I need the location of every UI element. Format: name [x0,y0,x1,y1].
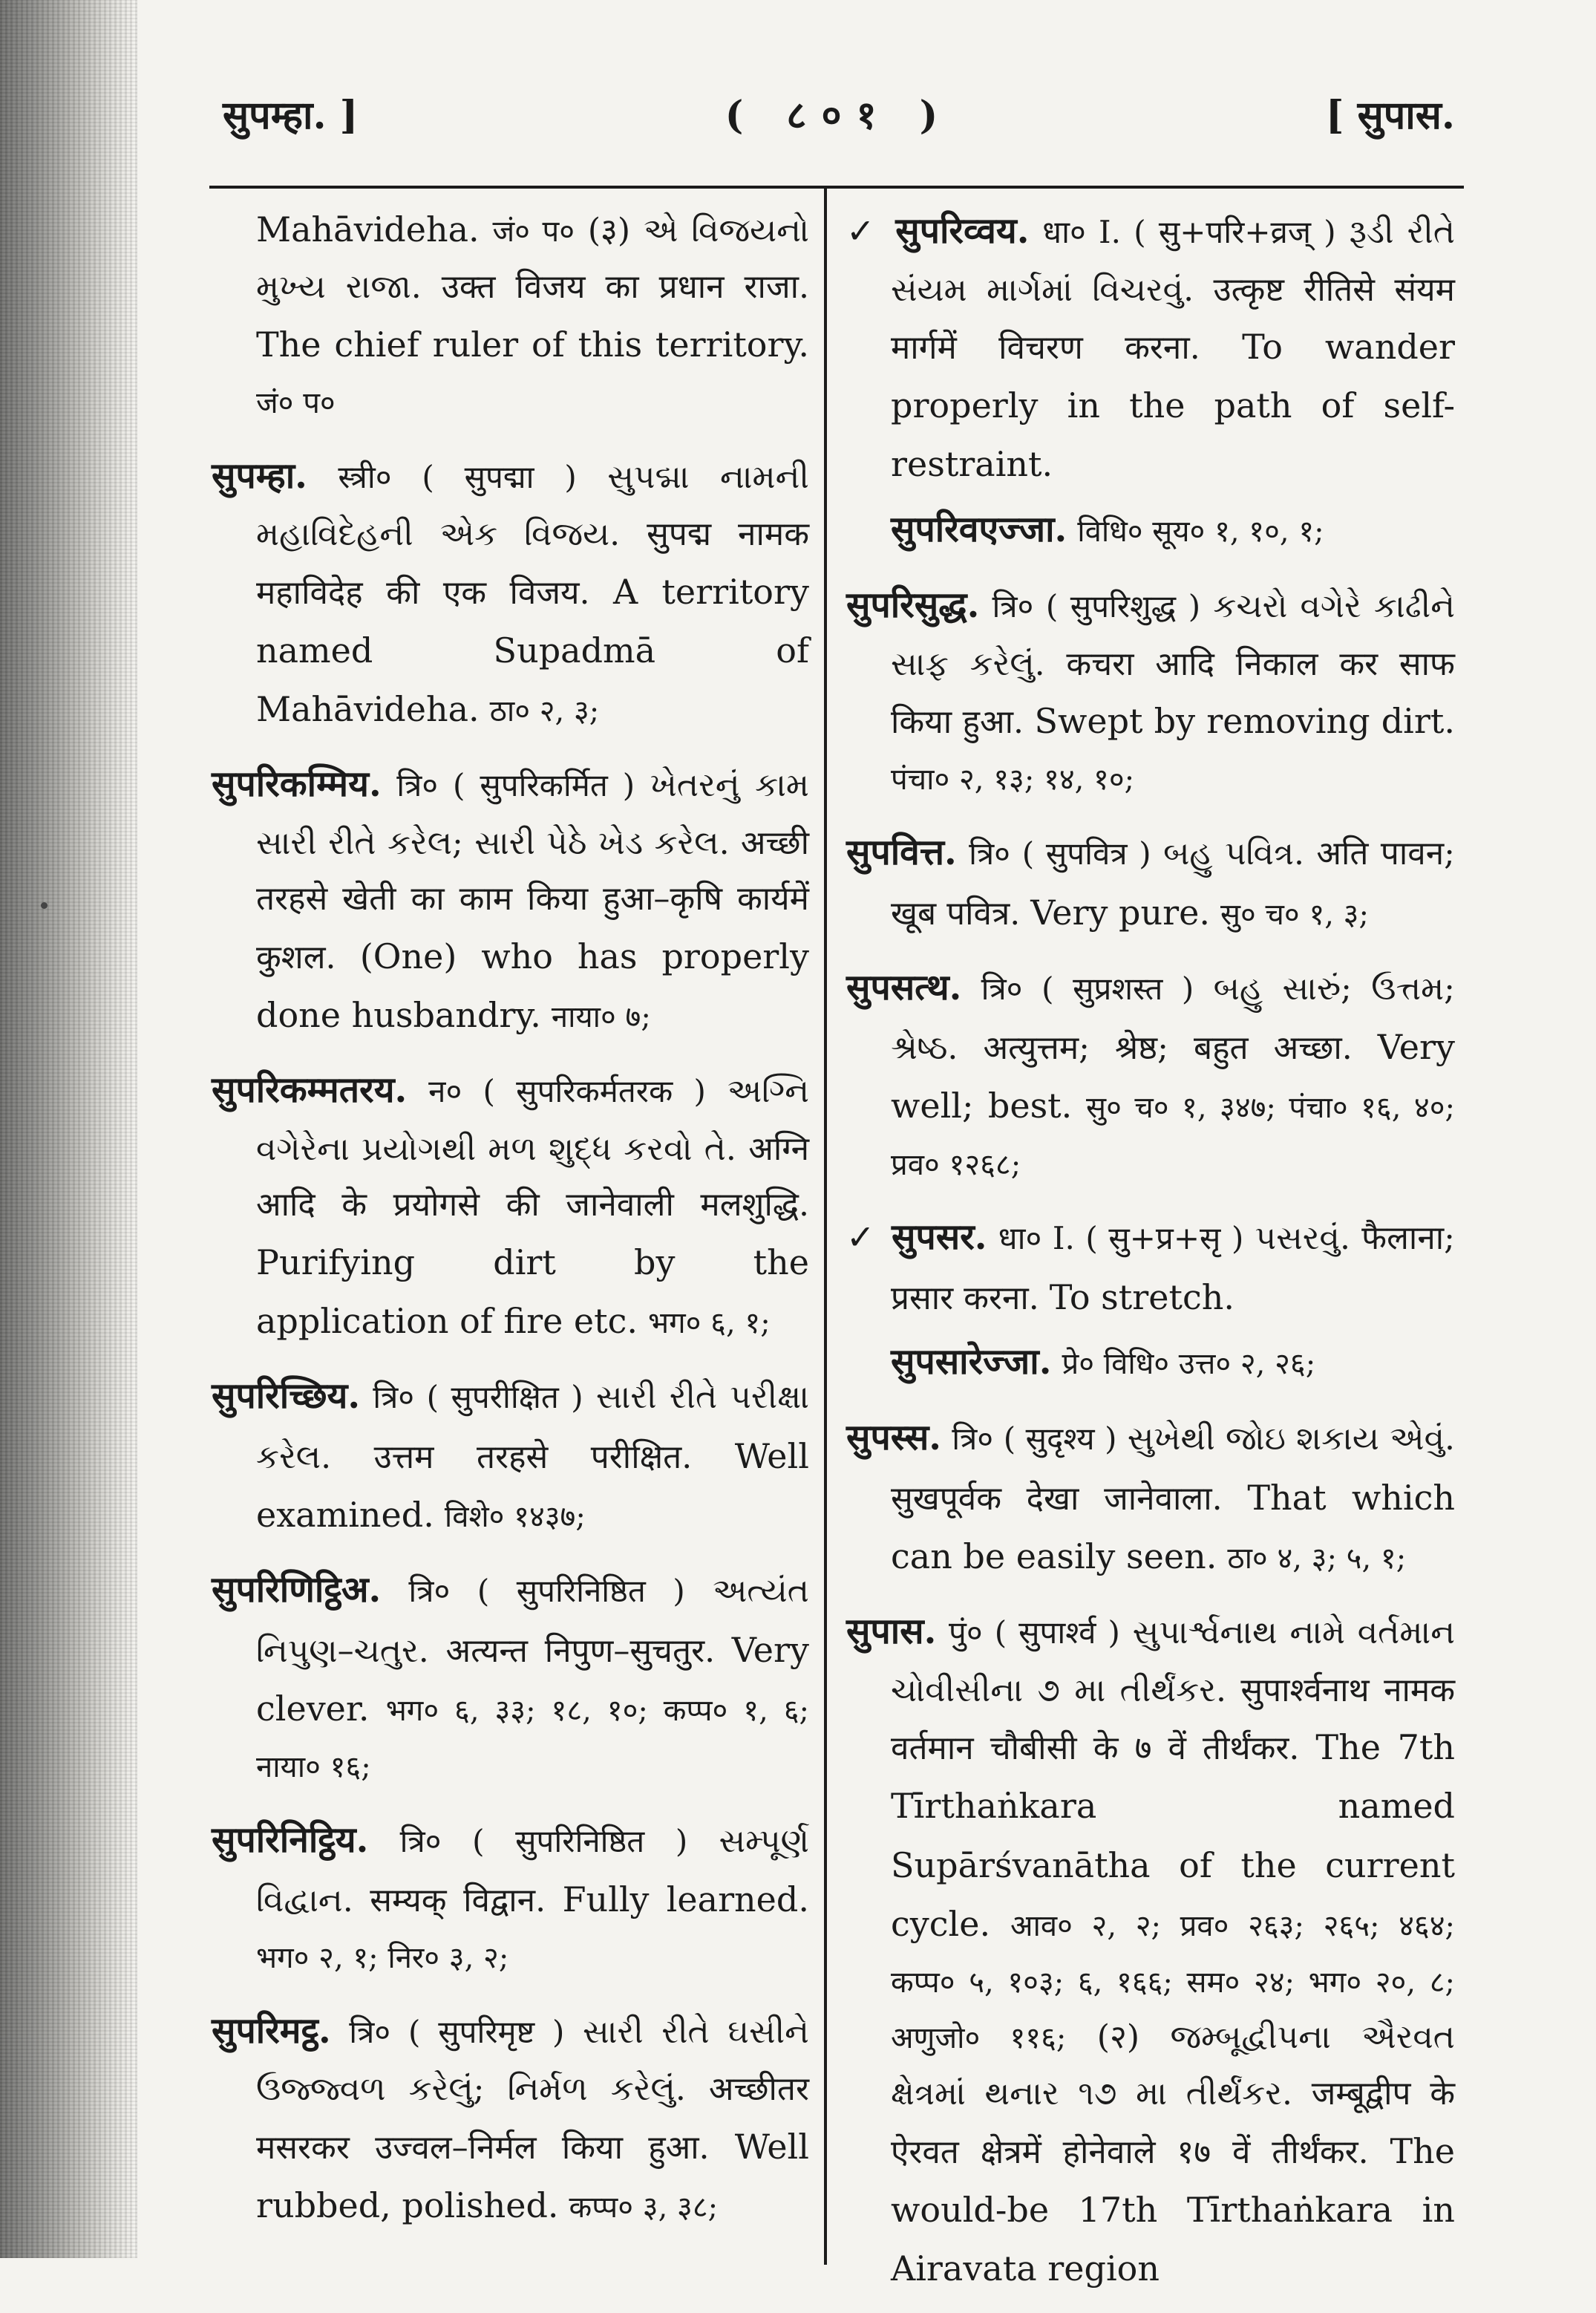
dictionary-entry [212,1060,809,1351]
dictionary-entry [846,575,1455,807]
gujarati-definition: ખેતરનું કામ સારી રીતે કરેલ; સારી પેઠે ખેડ કરેલ. [256,766,809,862]
ink-speck [41,902,48,909]
hindi-definition: अत्यन्त निपुण–सुचतुर. [445,1631,716,1670]
references: पंचा० २, १३; १४, १०; [891,763,1135,797]
grammar-sanskrit: त्रि० ( सुपरिनिष्ठित ) [408,1573,685,1610]
english-text: Mahāvideha. [256,209,480,249]
dictionary-entry [846,822,1455,942]
dictionary-entry [846,1601,1455,2298]
english-definition: Very pure. [1030,892,1210,933]
references: प्रे० विधि० उत्त० २, २६; [1062,1346,1316,1381]
hindi-definition: कचरा आदि निकाल कर साफ किया हुआ. [891,645,1455,742]
dictionary-entry [846,200,1455,495]
gujarati-definition: સુપાર્શ્વનાથ નામે વર્તમાન ચોવીસીના ૭ મા તીર્થંકર. [891,1614,1455,1709]
references: सु० च० १, ३४७; पंचा० १६, ४०; प्रव० १२६८; [891,1091,1455,1182]
headword: सुपस्स. [846,1417,942,1459]
sub-entry [846,499,1455,561]
english-definition: Well examined. [256,1435,809,1535]
headword: सुपरिमट्ठ. [212,2009,331,2052]
references: ठा० २, ३; [489,694,600,728]
hindi-definition: सुपार्श्वनाथ नामक वर्तमान चौबीसी के ७ वें तीर्थंकर. [891,1671,1455,1768]
references: आव० २, २; प्रव० २६३; २६५; ४६४; कप्प० ५, १०३; ६, १६६; सम० २४; भग० २०, ८; अणुजो० ११६; [891,1908,1455,2056]
headword: सुपरिनिट्ठिय. [212,1818,369,1861]
english-definition: To stretch. [1049,1276,1234,1317]
headword: सुपरिसुद्ध. [846,584,980,627]
gujarati-definition: સમ્પૂર્ણ વિદ્વાન. [256,1821,809,1920]
hindi-definition: जम्बूद्वीप के ऐरवत क्षेत्रमें होनेवाले १७ वें तीर्थंकर. [891,2075,1455,2171]
dictionary-entry [212,1559,809,1794]
hindi-definition: फैलाना; प्रसार करना. [891,1219,1455,1317]
left-column [212,200,809,2250]
english-definition: The chief ruler of this territory. [256,324,809,365]
grammar-sanskrit: स्त्री० ( सुपद्मा ) [338,458,577,495]
references: नाया० ७; [551,1000,651,1035]
references: सु० च० १, ३; [1220,897,1369,932]
grammar-sanskrit: धा० I. ( सु+परि+व्रज् ) [1042,214,1336,250]
hindi-definition: अति पावन; खूब पवित्र. [891,835,1455,933]
headword: सुपास. [846,1611,937,1653]
english-definition: That which can be easily seen. [891,1477,1455,1577]
english-definition: Swept by removing dirt. [1034,701,1455,742]
english-definition: Very well; best. [891,1027,1455,1126]
english-definition: Very clever. [256,1629,809,1729]
headword: सुपसत्थ. [846,966,962,1008]
header-rule [209,186,1464,189]
gujarati-definition: સારી રીતે ઘસીને ઉજ્જ્વળ કરેલું; નિર્મળ કરેલું. [256,2012,809,2109]
english-definition: To wander properly in the path of self-restraint. [891,327,1455,485]
dictionary-entry [846,1407,1455,1586]
references: भग० ६, ३३; १८, १०; कप्प० १, ६; नाया० १६; [256,1693,809,1784]
sub-entry [846,1331,1455,1393]
english-definition: Purifying dirt by the application of fire etc. [256,1242,809,1342]
hindi-definition: उत्तम तरहसे परीक्षित. [373,1438,693,1476]
headword: सुपरिणिट्ठिअ. [212,1569,382,1611]
hindi-definition: अग्नि आदि के प्रयोगसे की जानेवाली मलशुद्धि. [256,1129,809,1224]
gujarati-definition: (३) એ વિજયનો મુખ્ય રાજા. [256,212,809,307]
grammar-sanskrit: त्रि० ( सुदृश्य ) [952,1420,1117,1458]
headword: सुपरिकम्मिय. [212,763,382,806]
references: जं० प० [492,215,575,249]
references: कप्प० ३, ३८; [569,2190,719,2225]
dictionary-entry [212,446,809,740]
headword: सुपरिकम्मतरय. [212,1069,408,1112]
gujarati-definition: (२) જમ્બૂદ્વીપના ઐરવત ક્ષેત્રમાં થનાર ૧૭ મા તીર્થંકર. [891,2018,1455,2113]
gujarati-definition: બહુ પવિત્ર. [1163,835,1305,873]
page-number: ( ८०१ ) [725,93,953,138]
gujarati-definition: અત્યંત નિપુણ–ચતુર. [256,1572,809,1670]
references: जं० प० [256,385,336,420]
dictionary-entry [212,1810,809,1986]
gujarati-definition: સુપદ્મા નામની મહાવિદેહની એક વિજય. [256,457,809,554]
references: भग० २, १; निर० ३, २; [256,1941,509,1976]
hindi-definition: अत्युत्तम; श्रेष्ठ; बहुत अच्छा. [983,1029,1353,1068]
dictionary-entry [212,1366,809,1544]
english-definition: The 7th Tīrthaṅkara named Supārśvanātha of the current cycle. [891,1727,1455,1944]
grammar-sanskrit: धा० I. ( सु+प्र+सृ ) [998,1220,1244,1257]
headword: सुपरिवएज्जा. [891,508,1067,550]
headword: सुपसर. [892,1216,987,1259]
right-column [846,200,1455,2313]
gujarati-definition: બહુ સારું; ઉત્તમ; શ્રેષ્ઠ. [891,969,1455,1068]
references: विधि० सूय० १, १०, १; [1077,514,1324,549]
hindi-definition: अच्छीतर मसरकर उज्वल–निर्मल किया हुआ. [256,2070,809,2167]
column-divider [824,186,827,2265]
gujarati-definition: પસરવું. [1255,1219,1350,1258]
english-definition: (One) who has properly done husbandry. [256,936,809,1036]
grammar-sanskrit: त्रि० ( सुपरीक्षित ) [373,1379,583,1416]
english-definition: Fully learned. [562,1879,809,1920]
tick-mark: ✓ [846,211,878,251]
english-definition: The would-be 17th Tīrthaṅkara in Airavata region [891,2130,1455,2289]
header-first-word: सुपम्हा. ] [223,93,359,138]
english-definition: A territory named Supadmā of Mahāvideha. [256,571,809,729]
hindi-definition: सम्यक् विद्वान. [370,1882,546,1920]
hindi-definition: सुखपूर्वक देखा जानेवाला. [891,1479,1223,1518]
dictionary-entry [212,754,809,1045]
header-last-word: [ सुपास. [1325,93,1455,138]
grammar-sanskrit: त्रि० ( सुपरिमृष्ट ) [349,2013,565,2050]
dictionary-entry [846,1207,1455,1327]
headword: सुपरिच्छिय. [212,1375,361,1418]
references: भग० ६, १; [648,1306,771,1341]
grammar-sanskrit: त्रि० ( सुपरिनिष्ठित ) [399,1822,688,1859]
grammar-sanskrit: त्रि० ( सुप्रशस्त ) [981,970,1194,1007]
grammar-sanskrit: त्रि० ( सुपवित्र ) [969,835,1151,872]
dictionary-entry [212,2000,809,2235]
english-definition: Well rubbed, polished. [256,2127,809,2226]
page-edge-shadow [0,0,137,2258]
gujarati-definition: સુખેથી જોઇ શકાય એવું. [1127,1420,1455,1458]
grammar-sanskrit: त्रि० ( सुपरिशुद्ध ) [992,588,1201,625]
headword: सुपसारेज्जा. [891,1340,1052,1383]
references: ठा० ४, ३; ५, १; [1227,1542,1407,1576]
grammar-sanskrit: त्रि० ( सुपरिकर्मित ) [396,767,635,804]
gujarati-definition: સારી રીતે પરીક્ષા કરેલ. [256,1378,809,1476]
grammar-sanskrit: पुं० ( सुपार्श्व ) [949,1614,1120,1651]
headword: सुपरिव्वय. [895,210,1030,252]
hindi-definition: अच्छी तरहसे खेती का काम किया हुआ–कृषि कार्यमें कुशल. [256,823,809,976]
dictionary-entry [846,957,1455,1192]
gujarati-definition: રૂડી રીતે સંયમ માર્ગમાં વિચરવું. [891,213,1455,309]
headword: सुपम्हा. [212,454,307,497]
dictionary-entry [212,200,809,431]
running-header [223,88,1455,147]
gujarati-definition: કચરો વગેરે કાઢીને સાફ કરેલું. [891,587,1455,683]
references: विशे० १४३७; [444,1499,586,1534]
hindi-definition: उक्त विजय का प्रधान राजा. [441,268,809,307]
hindi-definition: सुपद्म नामक महाविदेह की एक विजय. [256,515,809,612]
tick-mark: ✓ [846,1217,876,1258]
headword: सुपवित्त. [846,832,957,874]
grammar-sanskrit: न० ( सुपरिकर्मतरक ) [428,1073,706,1110]
gujarati-definition: અગ્નિ વગેરેના પ્રયોગથી મળ શુદ્ધ કરવો તે. [256,1072,809,1168]
hindi-definition: उत्कृष्ट रीतिसे संयम मार्गमें विचरण करना. [891,270,1455,368]
